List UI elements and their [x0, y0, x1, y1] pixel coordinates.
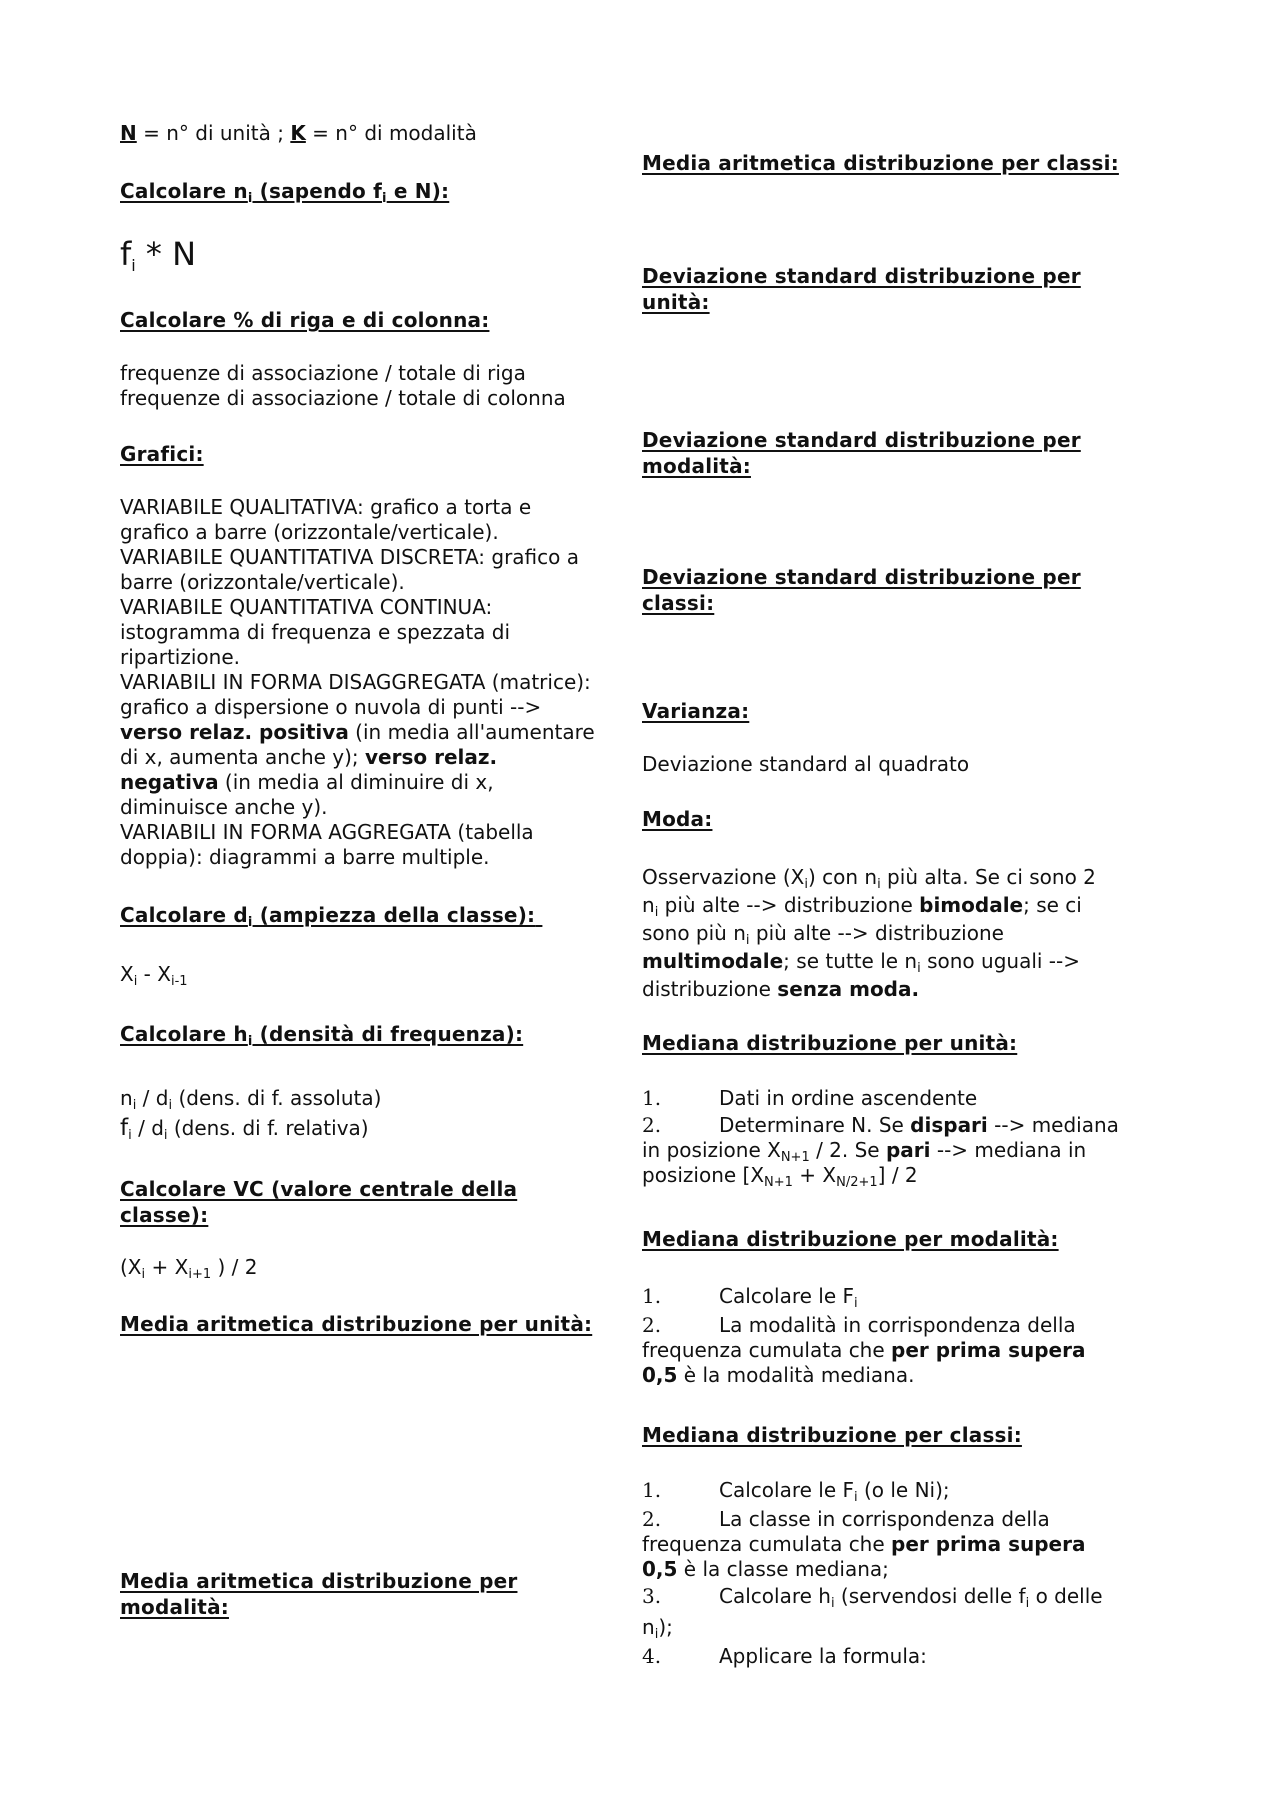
varianza-text: Deviazione standard al quadrato: [642, 752, 970, 776]
mediana-unita-list: 1. Dati in ordine ascendente 2. Determinare N. Se dispari --> mediana in posizione $X_{N+1} / 2$. Se pari --> mediana in posizione $[X_{N+1} + X_{N/2+1}] / 2$: [642, 1086, 1119, 1190]
heading-moda: Moda:: [642, 807, 713, 831]
list-item: 2. La modalità in corrispondenza della: [642, 1313, 1076, 1337]
mediana-modalita-list: 1. Calcolare le $F_i$ 2. La modalità in corrispondenza della frequenza cumulata che per prima supera 0,5 è la modalità mediana.: [642, 1284, 1086, 1387]
formula-vc: ($X_i + X_{i+1}$ ) / 2: [120, 1255, 258, 1282]
list-item: 4. Applicare la formula:: [642, 1644, 927, 1668]
heading-media-modalita: Media aritmetica distribuzione per modalità:: [120, 1569, 518, 1619]
k-definition: = n° di modalità: [305, 121, 477, 145]
heading-mediana-unita: Mediana distribuzione per unità:: [642, 1031, 1018, 1055]
heading-calcolare-vc: Calcolare VC (valore centrale della classe):: [120, 1177, 518, 1227]
heading-dev-classi: Deviazione standard distribuzione per classi:: [642, 565, 1081, 615]
pct-line-2: frequenze di associazione / totale di colonna: [120, 386, 566, 410]
heading-media-classi: Media aritmetica distribuzione per classi:: [642, 151, 1119, 175]
heading-mediana-classi: Mediana distribuzione per classi:: [642, 1423, 1022, 1447]
heading-calcolare-pct: Calcolare % di riga e di colonna:: [120, 308, 490, 332]
heading-grafici: Grafici:: [120, 442, 204, 466]
mediana-classi-list: 1. Calcolare le $F_i$ (o le Ni); 2. La classe in corrispondenza della frequenza cumulata che per prima supera 0,5 è la classe mediana; 3. Calcolare $h_i$ (servendosi delle $f_i$ o delle $n_i$); 4. Applicare la formula:: [642, 1478, 1103, 1668]
heading-dev-modalita: Deviazione standard distribuzione per modalità:: [642, 428, 1081, 478]
list-item: 1. Calcolare le $F_i$ (o le Ni);: [642, 1478, 950, 1505]
heading-calcolare-di: Calcolare $d_i$ (ampiezza della classe):: [120, 903, 536, 930]
formula-hi-assoluta: $n_i / d_i$ (dens. di f. assoluta): [120, 1086, 382, 1113]
n-definition: = n° di unità ;: [136, 121, 291, 145]
n-label: N: [120, 121, 137, 145]
formula-hi-relativa: $f_i / d_i$ (dens. di f. relativa): [120, 1115, 369, 1143]
intro-line: [120, 121, 477, 146]
formula-di: $X_i - X_{i-1}$: [120, 962, 188, 989]
formula-fi-times-n: $f_i$ * N: [120, 235, 196, 275]
list-item: 2. La classe in corrispondenza della: [642, 1507, 1050, 1531]
heading-media-unita: Media aritmetica distribuzione per unità:: [120, 1312, 593, 1336]
heading-mediana-modalita: Mediana distribuzione per modalità:: [642, 1227, 1059, 1251]
pct-line-1: frequenze di associazione / totale di riga: [120, 361, 526, 385]
k-label: K: [290, 121, 306, 145]
list-item: 3. Calcolare $h_i$ (servendosi delle $f_i$ o delle: [642, 1584, 1103, 1611]
list-item: 1. Calcolare le $F_i$: [642, 1284, 858, 1311]
heading-calcolare-ni: Calcolare $n_i$ (sapendo $f_i$ e N):: [120, 179, 450, 206]
heading-calcolare-hi: Calcolare $h_i$ (densità di frequenza):: [120, 1022, 524, 1049]
grafici-paragraph: VARIABILE QUALITATIVA: grafico a torta e grafico a barre (orizzontale/verticale). VARIABILE QUANTITATIVA DISCRETA: grafico a barre (orizzontale/verticale). VARIABILE QUANTITATIVA CONTINUA: istogramma di frequenza e spezzata di ripartizione. VARIABILI IN FORMA DISAGGREGATA (matrice): grafico a dispersione o nuvola di punti --> verso relaz. positiva (in media all'aumentare di x, aumenta anche y); verso relaz. negativa (in media al diminuire di x, diminuisce anche y). VARIABILI IN FORMA AGGREGATA (tabella doppia): diagrammi a barre multiple.: [120, 495, 595, 869]
heading-varianza: Varianza:: [642, 699, 750, 723]
list-item: 2. Determinare N. Se dispari --> mediana: [642, 1113, 1119, 1137]
moda-paragraph: Osservazione $(X_i)$ con $n_i$ più alta. Se ci sono 2 $n_i$ più alte --> distribuzione bimodale; se ci sono più $n_i$ più alte --> distribuzione multimodale; se tutte le $n_i$ sono uguali --> distribuzione senza moda.: [642, 865, 1096, 1001]
heading-dev-unita: Deviazione standard distribuzione per unità:: [642, 264, 1081, 314]
list-item: 1. Dati in ordine ascendente: [642, 1086, 978, 1110]
